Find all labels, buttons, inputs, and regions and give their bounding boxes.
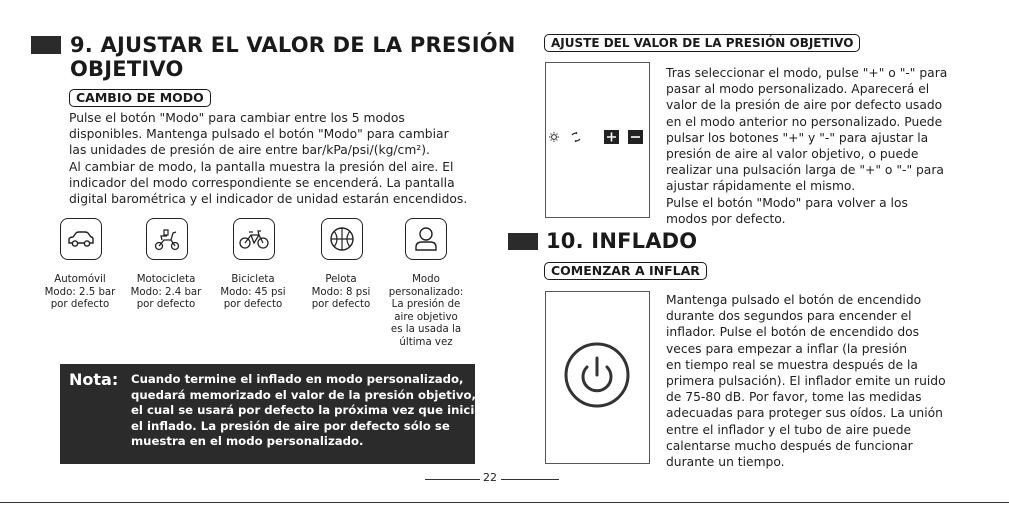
section-title-9 xyxy=(70,33,516,81)
caption-line: Modo: 8 psi xyxy=(311,286,371,298)
page-number-rule-left xyxy=(425,479,480,480)
para-line: pasar al modo personalizado. Aparecerá el xyxy=(666,82,930,97)
note-line: el cual se usará por defecto la próxima vez que inicie xyxy=(131,403,483,418)
power-illustration xyxy=(545,291,650,464)
caption-line: por defecto xyxy=(136,299,196,311)
section-title-9-line2: OBJETIVO xyxy=(70,57,184,81)
para-line: pulsar los botones "+" y "-" para ajustar la xyxy=(666,130,929,145)
para-line: calentarse mucho después de funcionar xyxy=(666,438,913,453)
section-marker-9 xyxy=(31,36,61,54)
note-line: muestra en el modo personalizado. xyxy=(131,434,364,449)
caption-line: Modo xyxy=(412,274,440,285)
motorcycle-icon xyxy=(152,226,182,252)
caption-line: personalizado: xyxy=(388,286,464,298)
caption-line: Motocicleta xyxy=(136,274,196,285)
car-icon xyxy=(66,228,96,250)
bottom-rule xyxy=(0,502,1009,503)
para-line: las unidades de presión de aire entre bar/kPa/psi/(kg/cm²). xyxy=(69,143,430,158)
mode-bicycle xyxy=(233,218,275,260)
section-title-9-line1: 9. AJUSTAR EL VALOR DE LA PRESIÓN xyxy=(70,33,516,57)
para-line: modos por defecto. xyxy=(666,211,786,226)
caption-line: Automóvil xyxy=(54,274,106,285)
caption-line: Pelota xyxy=(325,274,357,285)
note-label: Nota: xyxy=(69,370,119,389)
caption-line: por defecto xyxy=(50,299,110,311)
para-line: Pulse el botón "Modo" para volver a los xyxy=(666,195,908,210)
caption-line: por defecto xyxy=(311,299,371,311)
para-line: presión de aire al valor objetivo, o puede xyxy=(666,147,919,162)
para-line: realizar una pulsación larga de "+" o "-" para xyxy=(666,163,944,178)
mode-caption-car xyxy=(40,274,120,312)
para-line: durante un tiempo. xyxy=(666,455,785,470)
mode-caption-custom xyxy=(388,274,464,350)
para-line: indicador del modo correspondiente se encenderá. La pantalla xyxy=(69,175,455,190)
para-line: Pulse el botón "Modo" para cambiar entre los 5 modos xyxy=(69,111,405,125)
para-line: Mantenga pulsado el botón de encendido xyxy=(666,293,922,307)
mode-caption-bicycle xyxy=(213,274,293,312)
caption-line: Bicicleta xyxy=(231,274,275,285)
mode-caption-ball xyxy=(301,274,381,312)
target-paragraph xyxy=(666,65,947,227)
para-line: adecuadas para proteger sus oídos. La unión xyxy=(666,406,943,421)
mode-custom xyxy=(405,218,447,260)
para-line: en el modo anterior no personalizado. Puede xyxy=(666,114,943,129)
inflate-paragraph xyxy=(666,292,946,470)
mode-motorcycle xyxy=(146,218,188,260)
section-marker-10 xyxy=(508,233,538,250)
display-buttons xyxy=(546,63,649,217)
note-box xyxy=(60,364,483,464)
para-line: entre el inflador y el tubo de aire puede xyxy=(666,422,912,437)
cycle-icon xyxy=(572,132,580,142)
minus-button-icon xyxy=(628,130,643,144)
para-line: Tras seleccionar el modo, pulse "+" o "-" para xyxy=(666,66,948,80)
note-line: Cuando termine el inflado en modo personalizado, xyxy=(131,372,464,386)
mode-car xyxy=(60,218,102,260)
note-text xyxy=(131,372,482,450)
caption-line: por defecto xyxy=(223,299,283,311)
subsection-cambio-de-modo: CAMBIO DE MODO xyxy=(69,89,211,107)
ball-icon xyxy=(328,225,356,253)
page-number-rule-right xyxy=(501,479,559,480)
sun-icon xyxy=(549,132,559,142)
para-line: en tiempo real se muestra después de la xyxy=(666,357,918,372)
bicycle-icon xyxy=(238,228,270,250)
power-icon xyxy=(546,292,649,463)
section-title-10: 10. INFLADO xyxy=(546,229,698,253)
para-line: durante dos segundos para encender el xyxy=(666,309,912,324)
mode-ball xyxy=(321,218,363,260)
caption-line: aire objetivo xyxy=(394,311,458,323)
para-line: Al cambiar de modo, la pantalla muestra la presión del aire. El xyxy=(69,159,454,174)
caption-line: Modo: 45 psi xyxy=(220,286,286,298)
subsection-start-inflating: COMENZAR A INFLAR xyxy=(544,262,707,280)
para-line: de 75-80 dB. Por favor, tome las medidas xyxy=(666,390,922,405)
caption-line: La presión de xyxy=(391,299,461,311)
para-line: valor de la presión de aire por defecto usado xyxy=(666,98,943,113)
page-number: 22 xyxy=(483,471,497,484)
caption-line: es la usada la xyxy=(390,324,462,336)
caption-line: última vez xyxy=(399,336,453,348)
note-line: el inflado. La presión de aire por defecto sólo se xyxy=(131,418,450,433)
subsection-target-pressure: AJUSTE DEL VALOR DE LA PRESIÓN OBJETIVO xyxy=(544,34,860,52)
para-line: digital barométrica y el indicador de unidad estarán encendidos. xyxy=(69,192,468,207)
mode-caption-motorcycle xyxy=(126,274,206,312)
para-line: disponibles. Mantenga pulsado el botón "Modo" para cambiar xyxy=(69,127,449,142)
mode-paragraph xyxy=(69,110,467,207)
user-icon xyxy=(413,225,439,253)
note-line: quedará memorizado el valor de la presión objetivo, xyxy=(131,387,476,402)
para-line: primera pulsación). El inflador emite un ruido xyxy=(666,374,946,389)
para-line: inflador. Pulse el botón de encendido dos xyxy=(666,325,920,340)
caption-line: Modo: 2.4 bar xyxy=(130,286,202,298)
para-line: veces para empezar a inflar (la presión xyxy=(666,341,908,356)
display-illustration xyxy=(545,62,650,218)
plus-button-icon xyxy=(604,130,619,144)
para-line: ajustar rápidamente el mismo. xyxy=(666,179,856,194)
caption-line: Modo: 2.5 bar xyxy=(44,286,116,298)
